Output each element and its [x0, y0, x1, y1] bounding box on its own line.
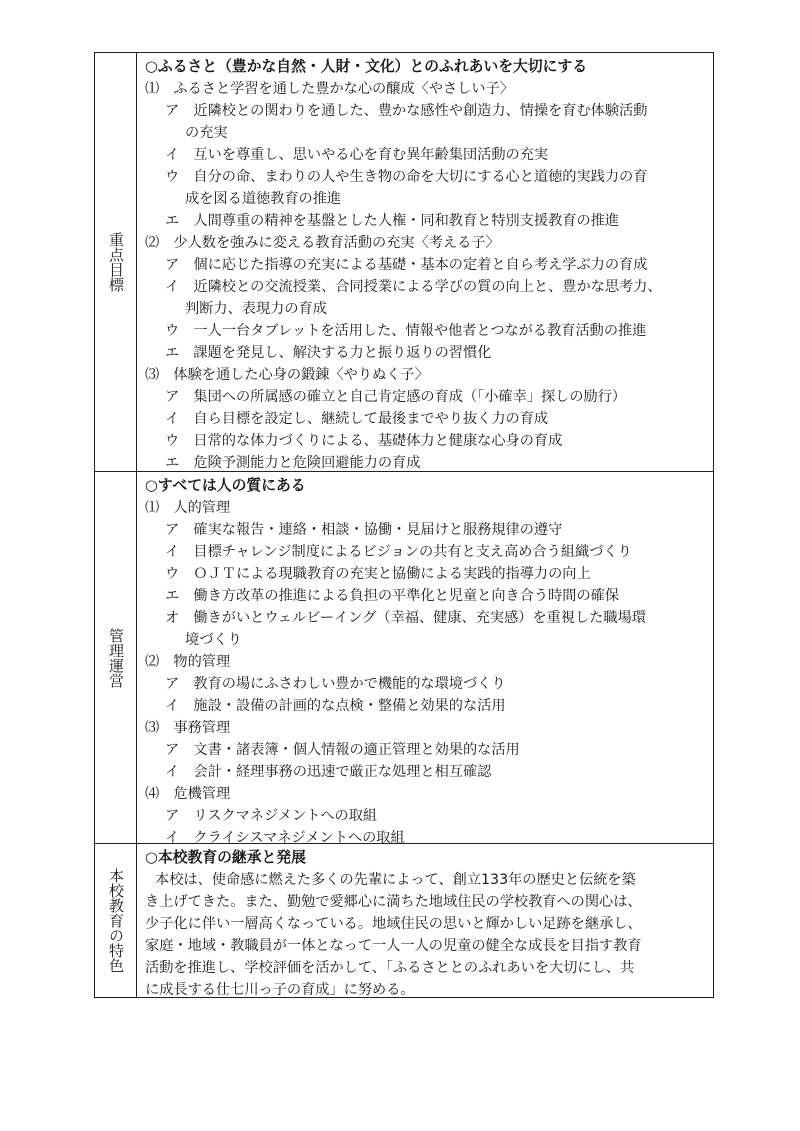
- section-heading: ○ふるさと（豊かな自然・人財・文化）とのふれあいを大切にする: [145, 58, 588, 75]
- text-line: イ クライシスマネジメントへの取組: [165, 830, 405, 846]
- policy-table: [94, 52, 714, 998]
- text-line: エ 働き方改革の推進による負担の平準化と児童と向き合う時間の確保: [165, 588, 620, 604]
- text-line: エ 人間尊重の精神を基盤とした人権・同和教育と特別支援教育の推進: [165, 213, 620, 229]
- text-line: 判断力、表現力の育成: [185, 301, 327, 317]
- text-line: ア 文書・諸表簿・個人情報の適正管理と効果的な活用: [165, 742, 520, 758]
- text-line: エ 危険予測能力と危険回避能力の育成: [165, 455, 421, 471]
- text-line: 活動を推進し、学校評価を活かして、「ふるさととのふれあいを大切にし、共: [145, 960, 635, 976]
- section-heading: ○すべては人の質にある: [145, 477, 306, 494]
- text-line: ア 近隣校との関わりを通した、豊かな感性や創造力、情操を育む体験活動: [165, 103, 648, 119]
- text-line: き上げてきた。また、勤勉で愛郷心に満ちた地域住民の学校教育への関心は、: [145, 894, 642, 910]
- text-line: イ 目標チャレンジ制度によるビジョンの共有と支え高め合う組織づくり: [165, 544, 632, 560]
- row-content: [145, 56, 705, 474]
- text-line: イ 自ら目標を設定し、継続して最後までやり抜く力の育成: [165, 411, 549, 427]
- text-line: に成長する仕七川っ子の育成」に努める。: [145, 982, 415, 998]
- row-label: 重点目標: [107, 232, 125, 292]
- text-line: イ 近隣校との交流授業、合同授業による学びの質の向上と、豊かな思考力、: [165, 279, 662, 295]
- text-line: 成を図る道徳教育の推進: [185, 191, 342, 207]
- text-line: ⑴ 人的管理: [145, 500, 231, 516]
- text-line: 本校は、使命感に燃えた多くの先輩によって、創立133年の歴史と伝統を築: [155, 872, 636, 888]
- text-line: ア 個に応じた指導の充実による基礎・基本の定着と自ら考え学ぶ力の育成: [165, 257, 648, 273]
- text-line: ⑵ 少人数を強みに変える教育活動の充実〈考える子〉: [145, 235, 500, 251]
- row-management: [95, 471, 713, 846]
- text-line: ウ 自分の命、まわりの人や生き物の命を大切にする心と道徳的実践力の育: [165, 169, 648, 185]
- text-line: イ 会計・経理事務の迅速で厳正な処理と相互確認: [165, 764, 492, 780]
- text-line: オ 働きがいとウェルビーイング（幸福、健康、充実感）を重視した職場環: [165, 610, 646, 626]
- text-line: 家庭・地域・教職員が一体となって一人一人の児童の健全な成長を目指す教育: [145, 938, 642, 954]
- text-line: ウ 一人一台タブレットを活用した、情報や他者とつながる教育活動の推進: [165, 323, 647, 339]
- text-line: の充実: [185, 125, 228, 141]
- row-content: [145, 847, 705, 1001]
- row-school-features: [95, 843, 713, 997]
- row-label: 本校教育の特色: [107, 868, 125, 973]
- row-label-cell: [95, 844, 137, 997]
- row-priority-goals: [95, 53, 713, 471]
- row-label: 管理運営: [107, 627, 125, 688]
- text-line: ⑴ ふるさと学習を通した豊かな心の醸成〈やさしい子〉: [145, 81, 514, 97]
- row-label-cell: [95, 472, 137, 843]
- text-line: 少子化に伴い一層高くなっている。地域住民の思いと輝かしい足跡を継承し、: [145, 916, 642, 932]
- text-line: 境づくり: [185, 632, 242, 648]
- text-line: ウ ＯＪＴによる現職教育の充実と協働による実践的指導力の向上: [165, 566, 591, 582]
- text-line: ⑷ 危機管理: [145, 786, 231, 802]
- text-line: ウ 日常的な体力づくりによる、基礎体力と健康な心身の育成: [165, 433, 563, 449]
- text-line: ア 確実な報告・連絡・相談・協働・見届けと服務規律の遵守: [165, 522, 563, 538]
- text-line: ア 集団への所属感の確立と自己肯定感の育成（「小確幸」探しの励行）: [165, 389, 627, 405]
- row-label-cell: [95, 53, 137, 471]
- text-line: イ 互いを尊重し、思いやる心を育む異年齢集団活動の充実: [165, 147, 549, 163]
- text-line: ア リスクマネジメントへの取組: [165, 808, 378, 824]
- text-line: ⑵ 物的管理: [145, 654, 231, 670]
- text-line: ア 教育の場にふさわしい豊かで機能的な環境づくり: [165, 676, 506, 692]
- row-content: [145, 475, 705, 849]
- text-line: ⑶ 事務管理: [145, 720, 231, 736]
- text-line: エ 課題を発見し、解決する力と振り返りの習慣化: [165, 345, 492, 361]
- section-heading: ○本校教育の継承と発展: [145, 849, 306, 866]
- text-line: イ 施設・設備の計画的な点検・整備と効果的な活用: [165, 698, 506, 714]
- text-line: ⑶ 体験を通した心身の鍛錬〈やりぬく子〉: [145, 367, 429, 383]
